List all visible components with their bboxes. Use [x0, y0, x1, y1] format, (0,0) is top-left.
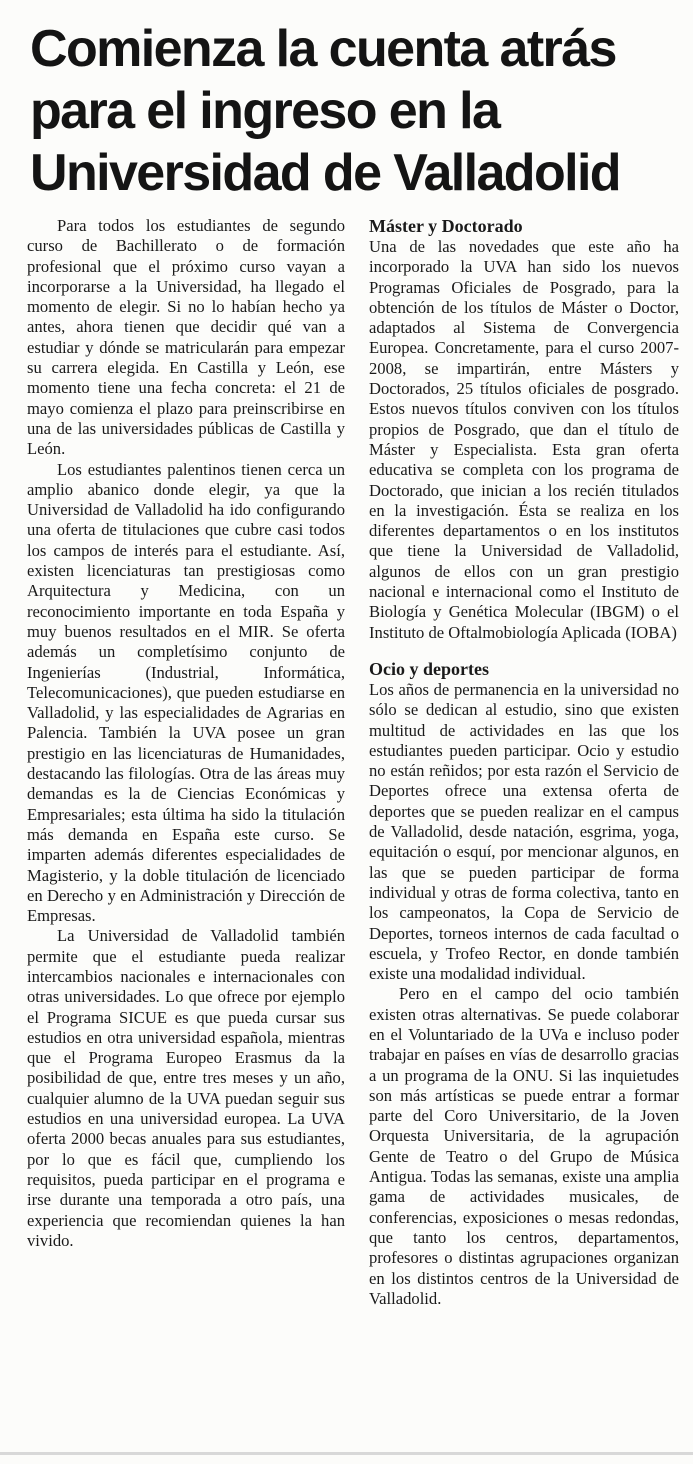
section-spacer — [369, 643, 679, 659]
right-column — [369, 216, 679, 1309]
ocio-paragraph-2: Pero en el campo del ocio también existen otras alternativas. Se puede colaborar en el Voluntariado de la UVa e incluso poder trabajar en países en vías de desarrollo gracias a un programa de la ONU. Si las inquietudes son más artísticas se puede entrar a formar parte del Coro Universitario, de la Joven Orquesta Universitaria, de la agrupación Gente de Teatro o del Grupo de Música Antigua. Todas las semanas, existe una amplia gama de actividades musicales, de conferencias, exposiciones o mesas redondas, que tanto los centros, departamentos, profesores o distintas agrupaciones organizan en los distintos centros de la Universidad de Valladolid. — [369, 984, 679, 1308]
master-heading: Máster y Doctorado — [369, 216, 523, 236]
left-column — [27, 216, 345, 1251]
headline-line-3: Universidad de Valladolid — [30, 144, 620, 202]
headline-line-2: para el ingreso en la — [30, 82, 500, 140]
ocio-paragraph-1: Los años de permanencia en la universidad no sólo se dedican al estudio, sino que existen multitud de actividades en las que los estudiantes pueden participar. Ocio y estudio no están reñidos; por esta razón el Servicio de Deportes ofrece una extensa oferta de deportes que se pueden realizar en el campus de Valladolid, desde natación, esgrima, yoga, equitación o esquí, por mencionar algunos, en las que se pueden participar de forma individual y otras de forma colectiva, tanto en los campeonatos, la Copa de Servicio de Deportes, torneos internos de cada facultad o escuela, y Trofeo Rector, en donde también existe una modalidad individual. — [369, 679, 679, 984]
article-headline — [30, 18, 680, 204]
intercambios-paragraph: La Universidad de Valladolid también permite que el estudiante pueda realizar intercambios nacionales e internacionales con otras universidades. Lo que ofrece por ejemplo el Programa SICUE es que pueda cursar sus estudios en otra universidad española, mientras que el Programa Europeo Erasmus da la posibilidad de que, entre tres meses y un año, cualquier alumno de la UVA puedan seguir sus estudios en una universidad europea. La UVA oferta 2000 becas anuales para sus estudiantes, por lo que es fácil que, cumpliendo los requisitos, pueda participar en el programa e irse durante una temporada a otro país, una experiencia que recomiendan quienes la han vivido. — [27, 926, 345, 1250]
headline-line-1: Comienza la cuenta atrás — [30, 20, 616, 78]
intro-paragraph: Para todos los estudiantes de segundo curso de Bachillerato o de formación profesional que el próximo curso vayan a incorporarse a la Universidad, ha llegado el momento de elegir. Si no lo habían hecho ya antes, ahora tienen que decidir qué van a estudiar y dónde se matricularán para empezar su carrera elegida. En Castilla y León, ese momento tiene una fecha concreta: el 21 de mayo comienza el plazo para preinscribirse en una de las universidades públicas de Castilla y León. — [27, 216, 345, 459]
titulaciones-paragraph: Los estudiantes palentinos tienen cerca un amplio abanico donde elegir, ya que la Universidad de Valladolid ha ido configurando una oferta de titulaciones que cubre casi todos los campos de interés para el estudiante. Así, existen licenciaturas tan prestigiosas como Arquitectura y Medicina, con un reconocimiento importante en toda España y muy buenos resultados en el MIR. Se oferta además un completísimo conjunto de Ingenierías (Industrial, Informática, Telecomunicaciones), que pueden estudiarse en Valladolid, y las especialidades de Agrarias en Palencia. También la UVA posee un gran prestigio en las licenciaturas de Humanidades, destacando las filologías. Otra de las áreas muy demandas es la de Ciencias Económicas y Empresariales; esta última ha sido la titulación más demanda en España este curso. Se imparten además diferentes especialidades de Magisterio, y la doble titulación de licenciado en Derecho y en Administración y Dirección de Empresas. — [27, 459, 345, 926]
master-paragraph: Una de las novedades que este año ha incorporado la UVA han sido los nuevos Programas Oficiales de Posgrado, para la obtención de los títulos de Máster o Doctor, adaptados al Sistema de Convergencia Europea. Concretamente, para el curso 2007-2008, se impartirán, entre Másters y Doctorados, 25 títulos oficiales de posgrado. Estos nuevos títulos conviven con los títulos propios de Posgrado, que dan el título de Máster y Especialista. Esta gran oferta educativa se completa con los programa de Doctorado, que inician a los recién titulados en la investigación. Ésta se realiza en los diferentes departamentos o en los institutos que tiene la Universidad de Valladolid, algunos de ellos con un gran prestigio nacional e internacional como el Instituto de Biología y Genética Molecular (IBGM) o el Instituto de Oftalmobiología Aplicada (IOBA) — [369, 237, 679, 642]
page-bottom-edge — [0, 1452, 693, 1455]
ocio-heading: Ocio y deportes — [369, 658, 489, 679]
